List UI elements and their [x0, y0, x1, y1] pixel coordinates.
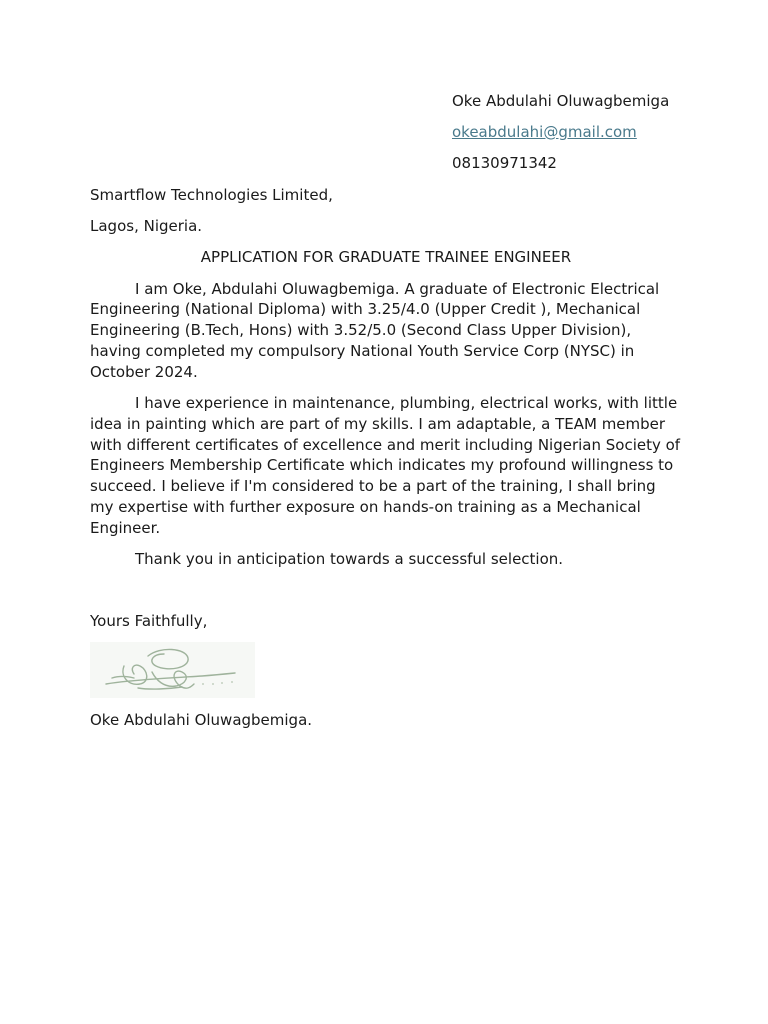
letter-title: APPLICATION FOR GRADUATE TRAINEE ENGINEER: [200, 248, 572, 267]
paragraph-experience: I have experience in maintenance, plumbing, electrical works, with little idea in painting which are part of my skills. I am adaptable, a TEAM member with different certificates of excellence and merit including Nigerian Society of Engineers Membership Certificate which indicates my profound willingness to succeed. I believe if I'm considered to be a part of the training, I shall bring my expertise with further exposure on hands-on training as a Mechanical Engineer.: [90, 393, 681, 537]
letter-body: [90, 185, 682, 741]
sender-name: Oke Abdulahi Oluwagbemiga: [452, 92, 670, 110]
sender-block: [452, 91, 752, 184]
spacer: [90, 580, 682, 611]
paragraph-thanks: Thank you in anticipation towards a successful selection.: [135, 549, 564, 568]
recipient-company: Smartflow Technologies Limited,: [90, 186, 333, 204]
closing: Yours Faithfully,: [90, 612, 208, 631]
sender-email-link[interactable]: okeabdulahi@gmail.com: [452, 123, 637, 141]
paragraph-education: I am Oke, Abdulahi Oluwagbemiga. A graduate of Electronic Electrical Engineering (National Diploma) with 3.25/4.0 (Upper Credit ), Mechanical Engineering (B.Tech, Hons) with 3.52/5.0 (Second Class Upper Division), having completed my compulsory National Youth Service Corp (NYSC) in October 2024.: [90, 279, 660, 381]
signature-name: Oke Abdulahi Oluwagbemiga.: [90, 711, 313, 730]
handwritten-signature: [90, 642, 255, 698]
recipient-location: Lagos, Nigeria.: [90, 217, 203, 236]
sender-phone: 08130971342: [452, 154, 557, 172]
